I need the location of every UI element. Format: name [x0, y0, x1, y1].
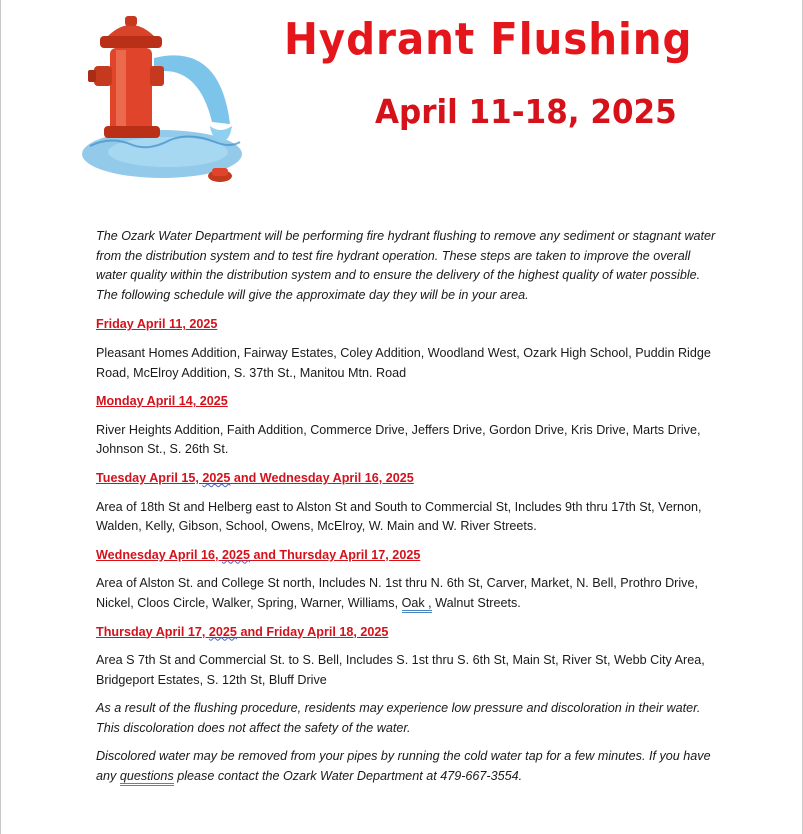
- schedule-areas: Pleasant Homes Addition, Fairway Estates, Coley Addition, Woodland West, Ozark High School, Puddin Ridge Road, McElroy Addition, S. 37th St., Manitou Mtn. Road: [96, 345, 711, 380]
- spellcheck-flag[interactable]: 2025: [221, 547, 251, 562]
- contact-paragraph: [96, 747, 721, 786]
- page-left-edge: [0, 0, 1, 834]
- schedule-day-heading: [96, 623, 721, 643]
- intro-paragraph: The Ozark Water Department will be performing fire hydrant flushing to remove any sediment or stagnant water from the distribution system and to test fire hydrant operation. These steps are taken to improve the overall water quality within the distribution system and to ensure the delivery of the highest quality of water possible. The following schedule will give the approximate day they will be in your area.: [96, 229, 716, 302]
- schedule-day-heading: Monday April 14, 2025: [96, 394, 228, 409]
- grammar-flag[interactable]: questions: [120, 769, 174, 786]
- schedule-areas: Area S 7th St and Commercial St. to S. Bell, Includes S. 1st thru S. 6th St, Main St, River St, Webb City Area, Bridgeport Estates, S. 12th St, Bluff Drive: [96, 653, 705, 687]
- schedule-day-heading: [96, 469, 721, 489]
- day-start: Wednesday April 16,: [96, 547, 222, 562]
- day-start: Tuesday April 15,: [96, 470, 203, 485]
- contact-start: Discolored water may be removed from your pipes by running the cold water tap for a few minutes. If you have any: [96, 749, 711, 784]
- schedule-day-heading: [96, 546, 721, 566]
- areas-start: Area of Alston St. and College St north, Includes N. 1st thru N. 6th St, Carver, Market, N. Bell, Prothro Drive, Nickel, Cloos Circle, Walker, Spring, Warner, Williams,: [96, 576, 698, 610]
- spellcheck-flag[interactable]: 2025: [202, 470, 231, 485]
- flushing-dates: April 11-18, 2025: [375, 92, 677, 131]
- day-end: and Wednesday April 16, 2025: [230, 470, 414, 485]
- notice-body: [96, 227, 721, 796]
- day-start: Thursday April 17,: [96, 624, 209, 639]
- schedule-day-heading: Friday April 11, 2025: [96, 317, 218, 332]
- day-end: and Friday April 18, 2025: [236, 624, 389, 639]
- page-title: Hydrant Flushing: [284, 14, 693, 65]
- areas-end: Walnut Streets.: [431, 595, 521, 610]
- schedule-areas: Area of 18th St and Helberg east to Alston St and South to Commercial St, Includes 9th thru 17th St, Vernon, Walden, Kelly, Gibson, School, Owens, McElroy, W. Main and W. River Streets.: [96, 499, 702, 534]
- spellcheck-flag[interactable]: 2025: [208, 624, 237, 639]
- note-paragraph: As a result of the flushing procedure, residents may experience low pressure and discoloration in their water. This discoloration does not affect the safety of the water.: [96, 701, 701, 735]
- fire-hydrant-icon: [70, 14, 245, 194]
- schedule-areas: River Heights Addition, Faith Addition, Commerce Drive, Jeffers Drive, Gordon Drive, Kris Drive, Marts Drive, Johnson St., S. 26th St.: [96, 422, 701, 457]
- contact-end: please contact the Ozark Water Department at 479-667-3554.: [173, 769, 523, 784]
- day-end: and Thursday April 17, 2025: [250, 547, 421, 562]
- grammar-flag[interactable]: Oak ,: [402, 596, 432, 613]
- schedule-areas: [96, 574, 721, 613]
